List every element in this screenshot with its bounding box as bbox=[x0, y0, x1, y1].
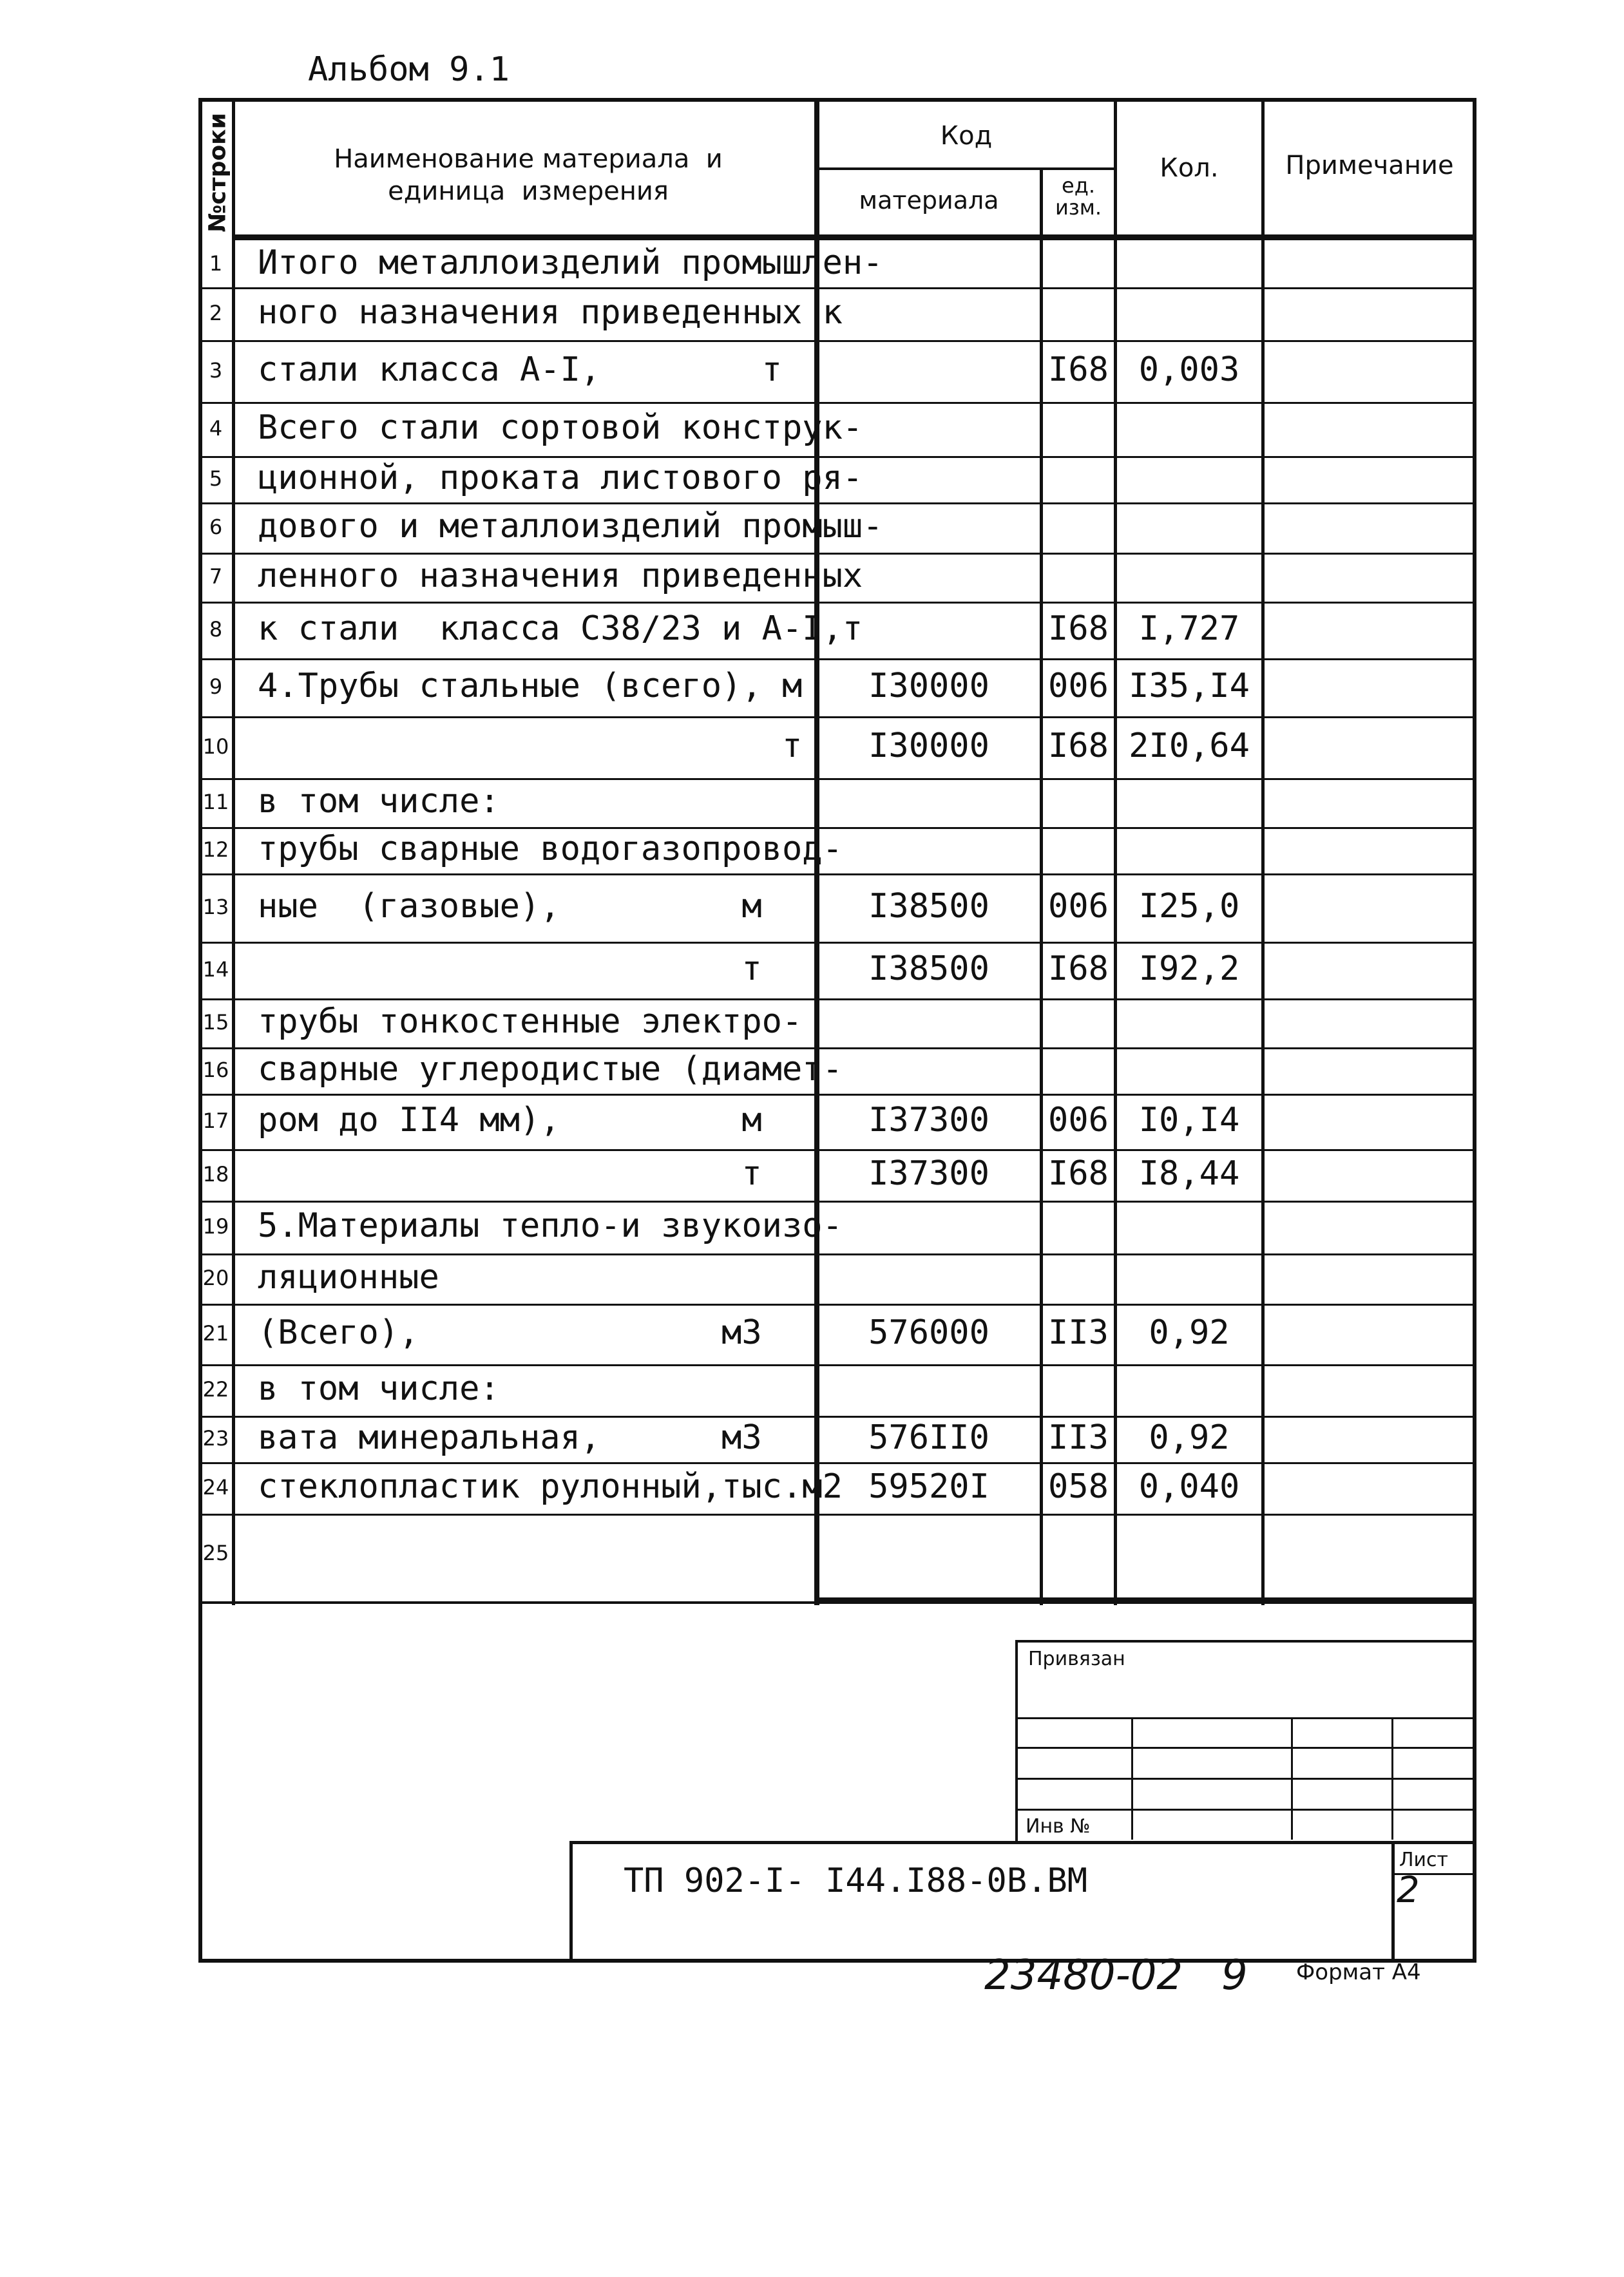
row-number: 21 bbox=[202, 1321, 229, 1346]
quantity: I25,0 bbox=[1138, 887, 1240, 926]
unit-code-header: ед. изм. bbox=[1055, 173, 1102, 220]
sheet-number: 2 bbox=[1397, 1869, 1420, 1911]
divider bbox=[1040, 169, 1043, 1605]
row-number: 13 bbox=[202, 895, 229, 919]
document-number: 23480-02 bbox=[984, 1952, 1183, 1999]
material-name: ные (газовые), м bbox=[258, 887, 762, 926]
divider bbox=[198, 1304, 1476, 1306]
row-number: 12 bbox=[202, 837, 229, 862]
material-code: I30000 bbox=[868, 667, 989, 705]
qty-header: Кол. bbox=[1160, 153, 1219, 183]
divider bbox=[198, 1514, 1476, 1516]
row-number: 15 bbox=[202, 1010, 229, 1034]
name-header: Наименование материала и единица измерения bbox=[334, 144, 723, 206]
row-number: 5 bbox=[209, 466, 223, 491]
divider bbox=[569, 1841, 1476, 1844]
material-name: ционной, проката листового ря- bbox=[258, 459, 863, 497]
unit-code: II3 bbox=[1048, 1313, 1109, 1352]
unit-code: I68 bbox=[1048, 350, 1109, 389]
divider bbox=[1114, 98, 1117, 1605]
material-name: т bbox=[258, 949, 762, 988]
material-code: 59520I bbox=[868, 1467, 989, 1506]
quantity: 0,92 bbox=[1149, 1418, 1230, 1457]
material-code: I30000 bbox=[868, 727, 989, 765]
divider bbox=[198, 873, 1476, 875]
material-name: ром до II4 мм), м bbox=[258, 1101, 762, 1139]
quantity: 0,003 bbox=[1138, 350, 1240, 389]
material-name: Итого металлоизделий промышлен- bbox=[258, 243, 883, 282]
material-name: в том числе: bbox=[258, 1369, 500, 1408]
unit-code: II3 bbox=[1048, 1418, 1109, 1457]
row-number: 14 bbox=[202, 957, 229, 982]
divider bbox=[198, 1416, 1476, 1418]
divider bbox=[1015, 1778, 1476, 1780]
row-number: 10 bbox=[202, 734, 229, 759]
quantity: I,727 bbox=[1138, 609, 1240, 648]
material-name: в том числе: bbox=[258, 782, 500, 821]
sheet-label: Лист bbox=[1399, 1849, 1449, 1871]
material-name: т bbox=[258, 727, 803, 765]
divider bbox=[198, 1462, 1476, 1464]
divider bbox=[198, 1253, 1476, 1255]
row-number: 4 bbox=[209, 416, 223, 441]
divider bbox=[569, 1841, 573, 1959]
row-number: 20 bbox=[202, 1266, 229, 1290]
divider bbox=[814, 167, 1115, 170]
material-code: I37300 bbox=[868, 1154, 989, 1193]
divider bbox=[1015, 1717, 1476, 1719]
divider bbox=[198, 1047, 1476, 1049]
row-number: 22 bbox=[202, 1377, 229, 1402]
divider bbox=[1291, 1717, 1293, 1840]
material-name: т bbox=[258, 1154, 762, 1193]
material-name: 5.Материалы тепло-и звукоизо- bbox=[258, 1206, 843, 1245]
row-number: 23 bbox=[202, 1426, 229, 1451]
unit-code: 006 bbox=[1048, 887, 1109, 926]
row-number: 6 bbox=[209, 515, 223, 539]
material-name: ного назначения приведенных к bbox=[258, 293, 843, 332]
material-name: сварные углеродистые (диамет- bbox=[258, 1050, 843, 1089]
material-name: (Всего), м3 bbox=[258, 1313, 762, 1352]
row-number: 16 bbox=[202, 1058, 229, 1082]
code-header: Код bbox=[940, 121, 993, 151]
material-code: 576000 bbox=[868, 1313, 989, 1352]
divider bbox=[1261, 98, 1265, 1605]
divider bbox=[232, 98, 235, 1605]
divider bbox=[1391, 1717, 1393, 1840]
unit-code: 006 bbox=[1048, 667, 1109, 705]
divider bbox=[198, 456, 1476, 458]
row-number: 19 bbox=[202, 1214, 229, 1239]
divider bbox=[198, 1201, 1476, 1203]
material-code: 576II0 bbox=[868, 1418, 989, 1457]
divider bbox=[198, 553, 1476, 555]
document-code: ТП 902-I- I44.I88-0В.ВМ bbox=[624, 1862, 1088, 1900]
album-label: Альбом 9.1 bbox=[308, 50, 510, 89]
divider bbox=[198, 1094, 1476, 1096]
divider bbox=[1015, 1747, 1476, 1749]
material-name: вата минеральная, м3 bbox=[258, 1418, 762, 1457]
row-number: 7 bbox=[209, 564, 223, 589]
divider bbox=[198, 1364, 1476, 1366]
unit-code: I68 bbox=[1048, 949, 1109, 988]
format-label: Формат А4 bbox=[1296, 1959, 1421, 1985]
unit-code: 058 bbox=[1048, 1467, 1109, 1506]
page-number: 9 bbox=[1221, 1952, 1248, 1999]
divider bbox=[232, 234, 1476, 240]
inventory-label: Инв № bbox=[1026, 1815, 1091, 1838]
material-name: трубы тонкостенные электро- bbox=[258, 1002, 803, 1041]
divider bbox=[198, 1601, 1476, 1604]
row-number: 8 bbox=[209, 617, 223, 642]
divider bbox=[198, 287, 1476, 289]
row-number: 9 bbox=[209, 674, 223, 699]
material-code: I37300 bbox=[868, 1101, 989, 1139]
material-name: к стали класса С38/23 и А-I,т bbox=[258, 609, 863, 648]
divider bbox=[198, 658, 1476, 660]
quantity: I8,44 bbox=[1138, 1154, 1240, 1193]
divider bbox=[198, 1149, 1476, 1151]
quantity: 0,92 bbox=[1149, 1313, 1230, 1352]
row-number: 3 bbox=[209, 358, 223, 383]
unit-code: I68 bbox=[1048, 609, 1109, 648]
divider bbox=[198, 998, 1476, 1000]
row-number: 18 bbox=[202, 1162, 229, 1186]
material-code-header: материала bbox=[859, 186, 999, 214]
material-name: стеклопластик рулонный,тыс.м2 bbox=[258, 1467, 843, 1506]
divider bbox=[198, 778, 1476, 780]
divider bbox=[198, 602, 1476, 604]
material-name: стали класса А-I, т bbox=[258, 350, 782, 389]
quantity: I0,I4 bbox=[1138, 1101, 1240, 1139]
divider bbox=[198, 402, 1476, 404]
material-name: дового и металлоизделий промыш- bbox=[258, 507, 883, 546]
material-code: I38500 bbox=[868, 887, 989, 926]
divider bbox=[198, 340, 1476, 342]
material-name: Всего стали сортовой конструк- bbox=[258, 408, 863, 447]
row-number: 1 bbox=[209, 251, 223, 276]
quantity: I35,I4 bbox=[1129, 667, 1250, 705]
divider bbox=[1015, 1809, 1476, 1811]
material-code: I38500 bbox=[868, 949, 989, 988]
row-number: 2 bbox=[209, 301, 223, 325]
row-number: 25 bbox=[202, 1541, 229, 1565]
material-name: трубы сварные водогазопровод- bbox=[258, 830, 843, 868]
divider bbox=[1131, 1717, 1133, 1840]
quantity: 2I0,64 bbox=[1129, 727, 1250, 765]
divider bbox=[198, 827, 1476, 829]
quantity: 0,040 bbox=[1138, 1467, 1240, 1506]
divider bbox=[198, 502, 1476, 504]
row-number-header: №строки bbox=[204, 113, 231, 233]
material-name: 4.Трубы стальные (всего), м bbox=[258, 667, 803, 705]
unit-code: I68 bbox=[1048, 727, 1109, 765]
row-number: 24 bbox=[202, 1475, 229, 1500]
divider bbox=[198, 716, 1476, 718]
divider bbox=[198, 942, 1476, 944]
note-header: Примечание bbox=[1285, 151, 1454, 180]
unit-code: 006 bbox=[1048, 1101, 1109, 1139]
divider bbox=[1391, 1841, 1395, 1959]
row-number: 11 bbox=[202, 790, 229, 814]
quantity: I92,2 bbox=[1138, 949, 1240, 988]
unit-code: I68 bbox=[1048, 1154, 1109, 1193]
row-number: 17 bbox=[202, 1109, 229, 1133]
material-name: ленного назначения приведенных bbox=[258, 557, 863, 595]
linked-label: Привязан bbox=[1028, 1648, 1125, 1670]
material-name: ляционные bbox=[258, 1258, 439, 1297]
